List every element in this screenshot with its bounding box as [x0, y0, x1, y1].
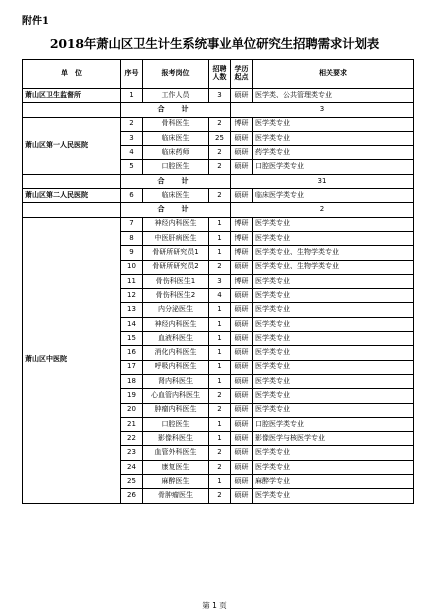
- post-cell: 口腔医生: [143, 160, 209, 174]
- requirement-cell: 医学类专业: [253, 117, 414, 131]
- requirement-cell: 医学类专业: [253, 131, 414, 145]
- edu-cell: 硕研: [231, 146, 253, 160]
- edu-cell: 硕研: [231, 460, 253, 474]
- requirement-cell: 影像医学与核医学专业: [253, 432, 414, 446]
- post-cell: 神经内科医生: [143, 217, 209, 231]
- page-footer: 第 1 页: [202, 601, 227, 610]
- subtotal-label: 合 计: [121, 174, 231, 188]
- edu-cell: 硕研: [231, 189, 253, 203]
- edu-cell: 硕研: [231, 160, 253, 174]
- subtotal-label: 合 计: [121, 103, 231, 117]
- count-cell: 2: [209, 446, 231, 460]
- count-cell: 1: [209, 217, 231, 231]
- requirement-cell: 药学类专业: [253, 146, 414, 160]
- edu-cell: 硕研: [231, 432, 253, 446]
- unit-name: 萧山区第一人民医院: [23, 117, 121, 174]
- edu-cell: 硕研: [231, 417, 253, 431]
- seq-cell: 5: [121, 160, 143, 174]
- count-cell: 3: [209, 89, 231, 103]
- edu-cell: 硕研: [231, 475, 253, 489]
- requirement-cell: 医学类专业: [253, 460, 414, 474]
- header-req: 相关要求: [253, 60, 414, 89]
- requirement-cell: 医学类专业: [253, 231, 414, 245]
- seq-cell: 21: [121, 417, 143, 431]
- seq-cell: 10: [121, 260, 143, 274]
- seq-cell: 3: [121, 131, 143, 145]
- seq-cell: 14: [121, 317, 143, 331]
- seq-cell: 8: [121, 231, 143, 245]
- count-cell: 2: [209, 260, 231, 274]
- header-count: 招聘人数: [209, 60, 231, 89]
- table-body: [23, 89, 414, 504]
- edu-cell: 硕研: [231, 303, 253, 317]
- requirement-cell: 医学类专业: [253, 332, 414, 346]
- requirement-cell: 医学类专业: [253, 289, 414, 303]
- requirement-cell: 医学类专业、生物学类专业: [253, 246, 414, 260]
- unit-name: 萧山区第二人民医院: [23, 189, 121, 203]
- seq-cell: 24: [121, 460, 143, 474]
- subtotal-spacer: [23, 203, 121, 217]
- requirement-cell: 医学类专业: [253, 303, 414, 317]
- post-cell: 内分泌医生: [143, 303, 209, 317]
- edu-cell: 硕研: [231, 89, 253, 103]
- count-cell: 1: [209, 374, 231, 388]
- count-cell: 1: [209, 417, 231, 431]
- edu-cell: 硕研: [231, 389, 253, 403]
- requirement-cell: 医学类专业: [253, 360, 414, 374]
- seq-cell: 7: [121, 217, 143, 231]
- seq-cell: 25: [121, 475, 143, 489]
- unit-name: 萧山区中医院: [23, 217, 121, 503]
- count-cell: 2: [209, 160, 231, 174]
- post-cell: 神经内科医生: [143, 317, 209, 331]
- document-title: 2018年萧山区卫生计生系统事业单位研究生招聘需求计划表: [49, 36, 380, 51]
- count-cell: 2: [209, 460, 231, 474]
- count-cell: 1: [209, 346, 231, 360]
- requirement-cell: 医学类专业: [253, 346, 414, 360]
- post-cell: 肾内科医生: [143, 374, 209, 388]
- post-cell: 口腔医生: [143, 417, 209, 431]
- post-cell: 心血管内科医生: [143, 389, 209, 403]
- count-cell: 3: [209, 274, 231, 288]
- requirement-cell: 医学类专业: [253, 217, 414, 231]
- edu-cell: 博研: [231, 117, 253, 131]
- post-cell: 骨科医生: [143, 117, 209, 131]
- count-cell: 2: [209, 403, 231, 417]
- count-cell: 1: [209, 475, 231, 489]
- post-cell: 骨研所研究员2: [143, 260, 209, 274]
- table-row: [23, 217, 414, 231]
- count-cell: 4: [209, 289, 231, 303]
- edu-cell: 博研: [231, 246, 253, 260]
- count-cell: 2: [209, 146, 231, 160]
- requirement-cell: 医学类专业: [253, 446, 414, 460]
- post-cell: 骨伤科医生1: [143, 274, 209, 288]
- subtotal-row: [23, 203, 414, 217]
- count-cell: 2: [209, 189, 231, 203]
- requirement-cell: 医学类专业、生物学类专业: [253, 260, 414, 274]
- edu-cell: 硕研: [231, 446, 253, 460]
- seq-cell: 16: [121, 346, 143, 360]
- requirement-cell: 医学类专业: [253, 274, 414, 288]
- subtotal-value: 31: [231, 174, 414, 188]
- requirement-cell: 医学类专业: [253, 403, 414, 417]
- seq-cell: 11: [121, 274, 143, 288]
- edu-cell: 硕研: [231, 346, 253, 360]
- post-cell: 临床医生: [143, 131, 209, 145]
- seq-cell: 19: [121, 389, 143, 403]
- count-cell: 1: [209, 332, 231, 346]
- seq-cell: 15: [121, 332, 143, 346]
- edu-cell: 博研: [231, 274, 253, 288]
- edu-cell: 硕研: [231, 332, 253, 346]
- edu-cell: 硕研: [231, 360, 253, 374]
- header-row: [23, 60, 414, 89]
- post-cell: 骨研所研究员1: [143, 246, 209, 260]
- post-cell: 影像科医生: [143, 432, 209, 446]
- count-cell: 1: [209, 317, 231, 331]
- subtotal-spacer: [23, 174, 121, 188]
- requirement-cell: 医学类专业: [253, 389, 414, 403]
- requirement-cell: 医学类专业: [253, 374, 414, 388]
- post-cell: 呼吸内科医生: [143, 360, 209, 374]
- edu-cell: 博研: [231, 231, 253, 245]
- count-cell: 1: [209, 432, 231, 446]
- subtotal-row: [23, 103, 414, 117]
- count-cell: 1: [209, 246, 231, 260]
- post-cell: 血液科医生: [143, 332, 209, 346]
- seq-cell: 4: [121, 146, 143, 160]
- seq-cell: 13: [121, 303, 143, 317]
- post-cell: 肿瘤内科医生: [143, 403, 209, 417]
- edu-cell: 硕研: [231, 489, 253, 503]
- seq-cell: 6: [121, 189, 143, 203]
- post-cell: 临床药师: [143, 146, 209, 160]
- recruitment-table: [22, 59, 414, 504]
- seq-cell: 9: [121, 246, 143, 260]
- seq-cell: 18: [121, 374, 143, 388]
- seq-cell: 23: [121, 446, 143, 460]
- header-post: 报考岗位: [143, 60, 209, 89]
- edu-cell: 博研: [231, 217, 253, 231]
- post-cell: 麻醉医生: [143, 475, 209, 489]
- subtotal-value: 3: [231, 103, 414, 117]
- count-cell: 2: [209, 117, 231, 131]
- seq-cell: 17: [121, 360, 143, 374]
- seq-cell: 2: [121, 117, 143, 131]
- header-unit: 单 位: [23, 60, 121, 89]
- edu-cell: 硕研: [231, 374, 253, 388]
- post-cell: 血管外科医生: [143, 446, 209, 460]
- unit-name: 萧山区卫生监督所: [23, 89, 121, 103]
- requirement-cell: 临床医学类专业: [253, 189, 414, 203]
- post-cell: 骨肿瘤医生: [143, 489, 209, 503]
- table-row: [23, 189, 414, 203]
- seq-cell: 1: [121, 89, 143, 103]
- table-row: [23, 89, 414, 103]
- requirement-cell: 麻醉学专业: [253, 475, 414, 489]
- subtotal-row: [23, 174, 414, 188]
- subtotal-value: 2: [231, 203, 414, 217]
- requirement-cell: 口腔医学类专业: [253, 160, 414, 174]
- requirement-cell: 医学类专业: [253, 317, 414, 331]
- seq-cell: 26: [121, 489, 143, 503]
- post-cell: 工作人员: [143, 89, 209, 103]
- table-row: [23, 117, 414, 131]
- edu-cell: 硕研: [231, 131, 253, 145]
- count-cell: 1: [209, 231, 231, 245]
- count-cell: 2: [209, 489, 231, 503]
- post-cell: 康复医生: [143, 460, 209, 474]
- attachment-label: 附件1: [22, 16, 49, 27]
- header-edu: 学历起点: [231, 60, 253, 89]
- seq-cell: 20: [121, 403, 143, 417]
- seq-cell: 12: [121, 289, 143, 303]
- edu-cell: 硕研: [231, 289, 253, 303]
- header-seq: 序号: [121, 60, 143, 89]
- requirement-cell: 医学类专业: [253, 489, 414, 503]
- seq-cell: 22: [121, 432, 143, 446]
- edu-cell: 硕研: [231, 317, 253, 331]
- subtotal-label: 合 计: [121, 203, 231, 217]
- post-cell: 消化内科医生: [143, 346, 209, 360]
- count-cell: 25: [209, 131, 231, 145]
- post-cell: 临床医生: [143, 189, 209, 203]
- count-cell: 2: [209, 389, 231, 403]
- requirement-cell: 口腔医学类专业: [253, 417, 414, 431]
- count-cell: 1: [209, 303, 231, 317]
- edu-cell: 硕研: [231, 260, 253, 274]
- post-cell: 骨伤科医生2: [143, 289, 209, 303]
- post-cell: 中医肝病医生: [143, 231, 209, 245]
- requirement-cell: 医学类、公共管理类专业: [253, 89, 414, 103]
- edu-cell: 硕研: [231, 403, 253, 417]
- subtotal-spacer: [23, 103, 121, 117]
- count-cell: 1: [209, 360, 231, 374]
